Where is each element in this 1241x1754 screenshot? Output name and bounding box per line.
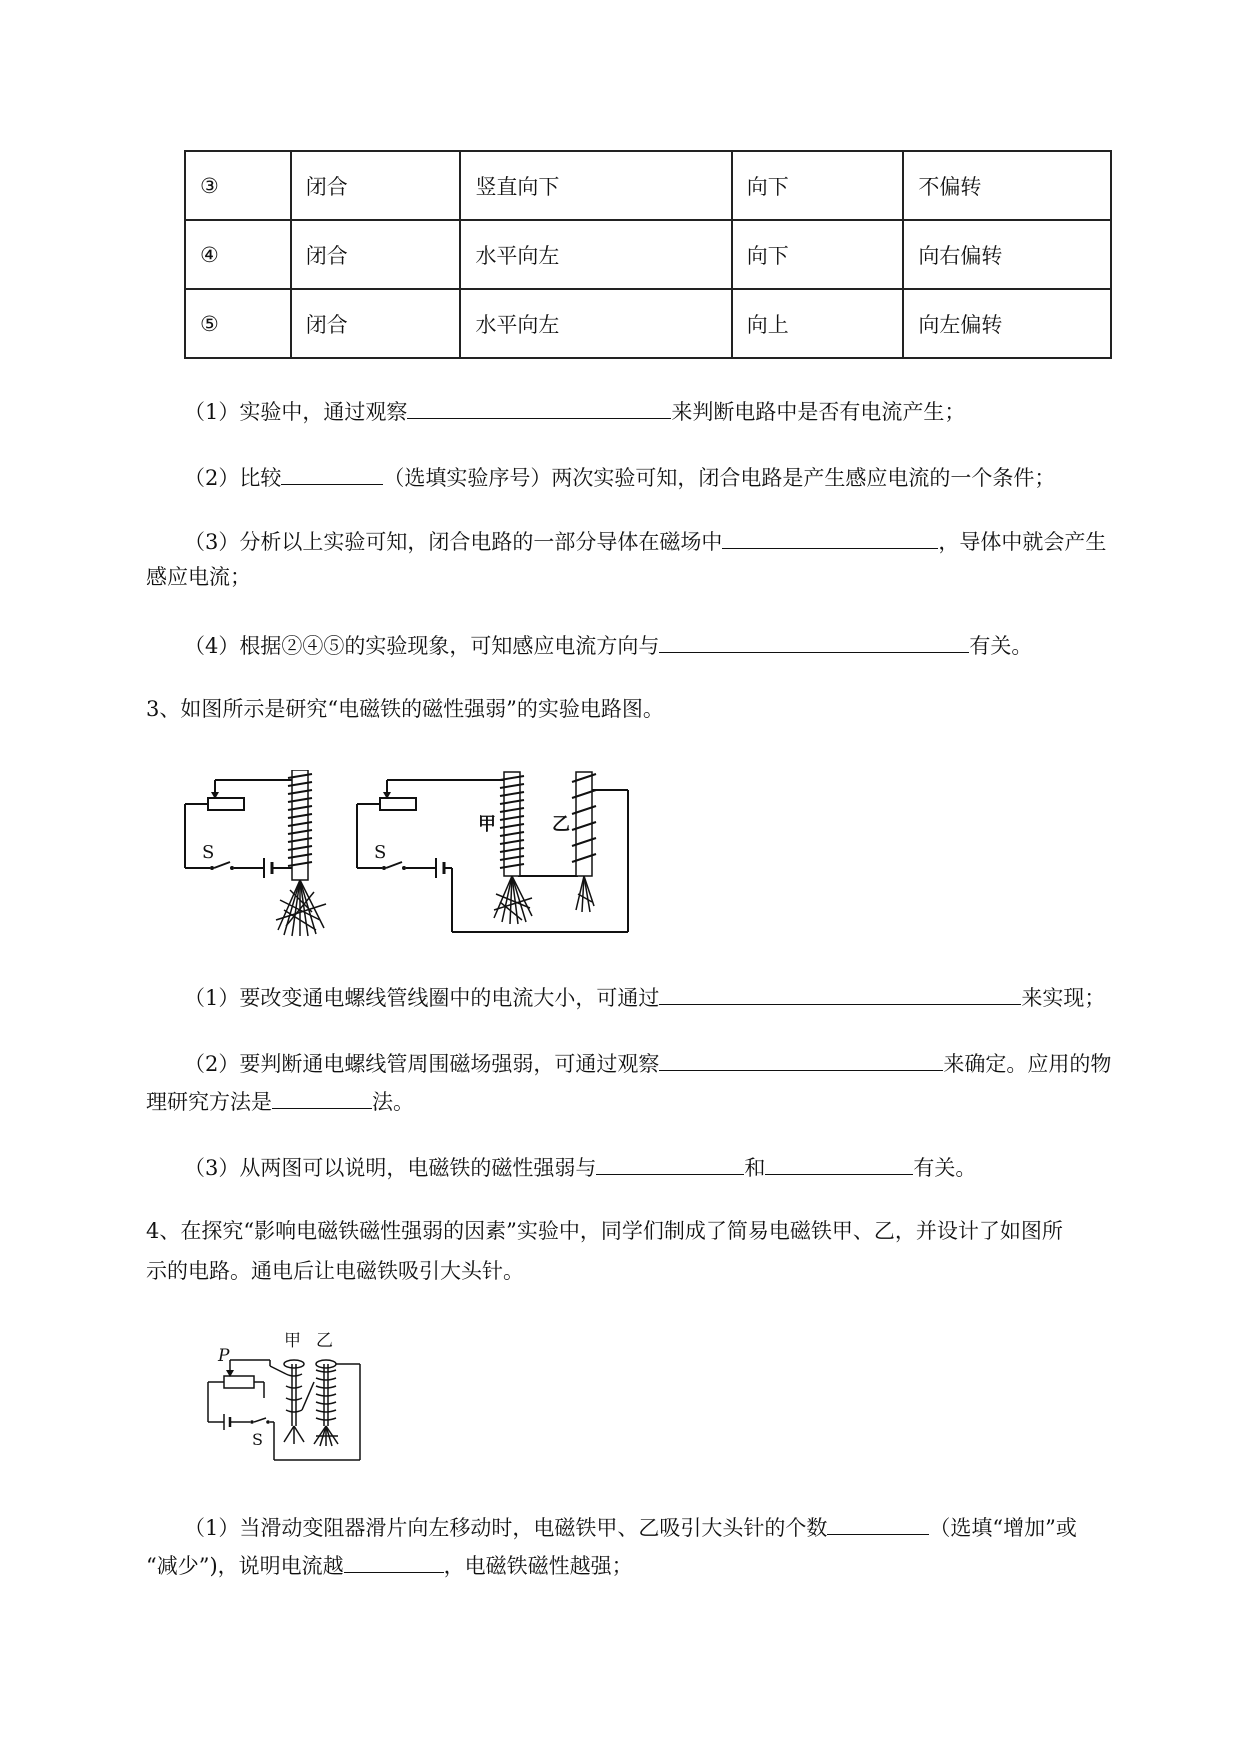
table-cell: ④ [185,220,291,289]
electromagnet-jia-label: 甲 [284,1331,301,1351]
q3-part3: （3）从两图可以说明，电磁铁的磁性强弱与 和 有关。 [184,1150,976,1183]
electromagnet-yi-label: 乙 [316,1331,333,1351]
table-cell: 水平向左 [460,220,731,289]
electromagnet-circuit-figure-1 [180,770,360,940]
q3-stem: 3、如图所示是研究“电磁铁的磁性强弱”的实验电路图。 [146,697,664,721]
switch-label: S [374,842,387,863]
q2-part2: （2）比较 （选填实验序号）两次实验可知，闭合电路是产生感应电流的一个条件； [184,460,1055,493]
table-cell: ③ [185,151,291,220]
q2-part4: （4）根据②④⑤的实验现象，可知感应电流方向与 有关。 [184,628,1032,661]
q2-part3: （3）分析以上实验可知，闭合电路的一部分导体在磁场中 ，导体中就会产生 [184,524,1106,557]
table-cell: 向下 [732,220,904,289]
answer-blank[interactable] [659,1046,943,1071]
q2-part3-cont: 感应电流； [146,565,251,589]
q3-part1: （1）要改变通电螺线管线圈中的电流大小，可通过 来实现； [184,980,1105,1013]
answer-blank[interactable] [765,1150,913,1175]
experiment-table [184,150,1112,359]
switch-label: S [252,1430,263,1449]
answer-blank[interactable] [722,524,938,549]
table-cell: 向下 [732,151,904,220]
q2-part1: （1）实验中，通过观察 来判断电路中是否有电流产生； [184,394,965,427]
table-cell: 向右偏转 [903,220,1111,289]
table-cell: 闭合 [291,289,461,358]
switch-label: S [202,842,215,863]
table-cell: 向上 [732,289,904,358]
table-cell: 闭合 [291,151,461,220]
electromagnet-jia-label: 甲 [478,814,496,835]
table-cell: 竖直向下 [460,151,731,220]
slider-p-label: P [218,1346,230,1366]
answer-blank[interactable] [344,1548,444,1573]
q4-stem-line1: 4、在探究“影响电磁铁磁性强弱的因素”实验中，同学们制成了简易电磁铁甲、乙，并设计了如图所 [146,1219,1063,1243]
table-cell: 向左偏转 [903,289,1111,358]
answer-blank[interactable] [407,394,671,419]
electromagnet-circuit-figure-2 [352,770,632,936]
answer-blank[interactable] [272,1084,372,1109]
answer-blank[interactable] [659,980,1021,1005]
q4-part1: （1）当滑动变阻器滑片向左移动时，电磁铁甲、乙吸引大头针的个数 （选填“增加”或 [184,1510,1077,1543]
table-row [185,289,1111,358]
table-cell: 不偏转 [903,151,1111,220]
electromagnet-circuit-figure-3 [204,1331,374,1462]
electromagnet-yi-label: 乙 [552,814,570,835]
answer-blank[interactable] [659,628,969,653]
table-cell: ⑤ [185,289,291,358]
answer-blank[interactable] [596,1150,744,1175]
answer-blank[interactable] [281,460,383,485]
table-row [185,220,1111,289]
q3-part2-cont: 理研究方法是 法。 [146,1084,414,1117]
q4-stem-line2: 示的电路。通电后让电磁铁吸引大头针。 [146,1259,524,1283]
q3-part2: （2）要判断通电螺线管周围磁场强弱，可通过观察 来确定。应用的物 [184,1046,1111,1079]
q4-part1-cont: “减少”)，说明电流越 ，电磁铁磁性越强； [146,1548,633,1581]
table-row [185,151,1111,220]
table-cell: 闭合 [291,220,461,289]
answer-blank[interactable] [827,1510,929,1535]
table-cell: 水平向左 [460,289,731,358]
